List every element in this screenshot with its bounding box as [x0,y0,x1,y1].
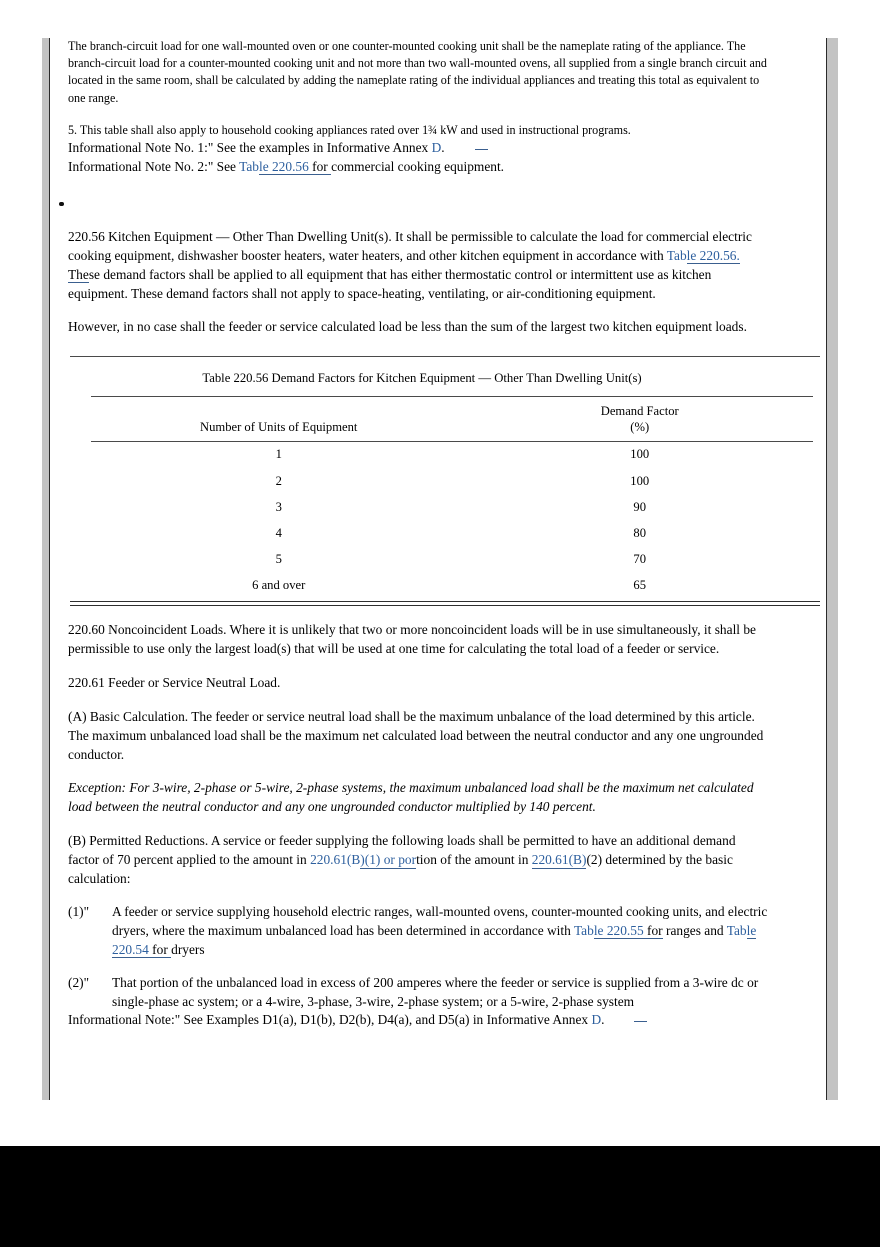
list-item-body [112,903,768,960]
page-left-rail [42,38,50,1100]
table-row [91,494,813,520]
list-item [68,974,768,1012]
link-underline-overrun: for [647,922,663,938]
link-underline-overrun: for [152,941,172,957]
section-220-61-part-a: (A) Basic Calculation. The feeder or service neutral load shall be the maximum unbalance of the load determined by this article. The maximum unbalanced load shall be the maximum net calculated load between the neutral conductor and any one ungrounded conductor. [68,708,764,762]
page-right-rail [826,38,838,1100]
informational-note-2-suffix: commercial cooking equipment. [331,158,505,174]
ref-220-61-b-2[interactable]: 220.61(B) [531,852,587,868]
column-header-demand-factor-line2: (%) [630,420,650,435]
ref-220-61-b-1-tail[interactable]: )(1) or por [360,852,417,868]
final-informational-note [68,1011,768,1030]
cell-units: 5 [275,552,282,567]
section-220-56 [68,228,768,304]
cell-units: 6 and over [252,578,306,593]
section-220-56-heading: 220.56 Kitchen Equipment — Other Than Dwelling Unit(s). It shall be permissible to calculate the load for commercial electric cooking equipment, dishwasher booster heaters, water heaters, and other kitchen equipment in accordance with [68,228,752,263]
part-b-mid: tion of the amount in [416,852,532,868]
table-body [91,441,813,599]
list-item-body: That portion of the unbalanced load in excess of 200 amperes where the feeder or service is supplied from a 3-wire dc or single-phase ac system; or a 4-wire, 3-phase, 3-wire, 2-phase system; or a 5-wire, 2-phase system [112,974,759,1009]
cell-units: 2 [275,473,282,488]
link-dash-artifact-icon [634,1021,647,1022]
informational-note-1 [68,139,768,158]
table-220-54-link-head[interactable]: Tab [726,922,747,938]
cell-factor: 100 [630,473,650,488]
cell-factor: 80 [633,526,647,541]
informational-note-1-suffix: . [441,140,445,156]
link-underline-overrun: The [68,266,89,282]
demand-factors-table-block [70,356,820,606]
cell-factor: 100 [630,447,650,462]
list-item-1-text: A feeder or service supplying household electric ranges, wall-mounted ovens, counter-mounted cooking units, and electric dryers, where the maximum unbalanced load has been determined in accordance with [112,903,768,938]
annex-d-link[interactable]: D [431,140,442,156]
table-row [91,573,813,599]
table-caption: Table 220.56 Demand Factors for Kitchen Equipment — Other Than Dwelling Unit(s) [202,371,642,386]
part-b-prefix: (B) Permitted Reductions. A service or feeder supplying the following loads shall be permitted to have an additional demand factor of 70 percent applied to the amount in [68,833,736,868]
list-item-1-suffix: dryers [171,941,205,957]
demand-factors-table [91,396,813,599]
cell-units: 3 [275,499,282,514]
link-underline-overrun: for [312,158,332,174]
annex-d-link[interactable]: D [591,1012,602,1028]
table-220-56-link-head[interactable]: Tab [239,158,259,174]
table-row [91,441,813,468]
stray-bullet [68,199,768,213]
informational-note-1-prefix: Informational Note No. 1:" See the examples in Informative Annex [68,140,432,156]
paragraph-note-5: 5. This table shall also apply to household cooking appliances rated over 1¾ kW and used in instructional programs. [68,122,631,137]
section-220-56-body: se demand factors shall be applied to all equipment that has either thermostatic control or intermittent use as kitchen equipment. These demand factors shall not apply to space-heating, ventilating, or air-conditioning equipment. [68,266,712,301]
column-header-units: Number of Units of Equipment [91,397,466,442]
section-220-61-heading: 220.61 Feeder or Service Neutral Load. [68,674,281,690]
final-note-suffix: . [601,1012,605,1028]
table-220-56-link-tail[interactable]: le 220.56 [258,158,313,174]
list-item-marker: (2)" [68,974,90,990]
cell-factor: 90 [633,499,647,514]
part-b-suffix: (2) determined by the basic calculation: [68,852,733,887]
table-row [91,468,813,494]
paragraph-branch-circuit-load: The branch-circuit load for one wall-mounted oven or one counter-mounted cooking unit shall be the nameplate rating of the appliance. The branch-circuit load for a counter-mounted cooking unit and not more than two wall-mounted ovens, all supplied from a single branch circuit and located in the same room, shall be calculated by adding the nameplate rating of the individual appliances and treating this total as equivalent to one range. [68,39,767,105]
list-item [68,903,768,960]
table-220-55-link-head[interactable]: Tab [573,922,594,938]
table-220-56-ref-head[interactable]: Tab [666,247,687,263]
link-dash-artifact-icon [475,149,488,150]
cell-units: 4 [275,526,282,541]
paragraph-however: However, in no case shall the feeder or service calculated load be less than the sum of the largest two kitchen equipment loads. [68,319,747,335]
cell-factor: 70 [633,552,647,567]
informational-note-2 [68,158,768,177]
table-220-56-ref-tail[interactable]: le 220.56. [686,247,740,263]
table-row [91,520,813,546]
final-note-prefix: Informational Note:" See Examples D1(a), D1(b), D2(b), D4(a), and D5(a) in Informative Annex [68,1012,592,1028]
table-220-55-link-tail[interactable]: le 220.55 [593,922,648,938]
column-header-demand-factor [466,397,813,442]
list-item-marker: (1)" [68,903,90,919]
section-220-61-exception: Exception: For 3-wire, 2-phase or 5-wire, 2-phase systems, the maximum unbalanced load shall be the maximum net calculated load between the neutral conductor and any one ungrounded conductor multiplied by 140 percent. [68,780,754,815]
list-item-1-mid: ranges and [662,922,727,938]
section-220-61-part-b [68,832,768,889]
table-220-54-link-tail[interactable]: le 220.54 [112,922,757,957]
cell-factor: 65 [633,578,647,593]
document-content [68,38,768,1030]
table-header-row [91,397,813,442]
table-row [91,547,813,573]
ref-220-61-b-1-head[interactable]: 220.61(B [310,852,361,868]
bullet-icon [59,202,64,207]
section-220-60: 220.60 Noncoincident Loads. Where it is unlikely that two or more noncoincident loads will be in use simultaneously, it shall be permissible to use only the largest load(s) that will be used at one time for calculating the total load of a feeder or service. [68,621,757,656]
cell-units: 1 [275,447,282,462]
bottom-black-band [0,1146,880,1247]
informational-note-2-prefix: Informational Note No. 2:" See [68,158,240,174]
column-header-demand-factor-line1: Demand Factor [600,403,679,418]
